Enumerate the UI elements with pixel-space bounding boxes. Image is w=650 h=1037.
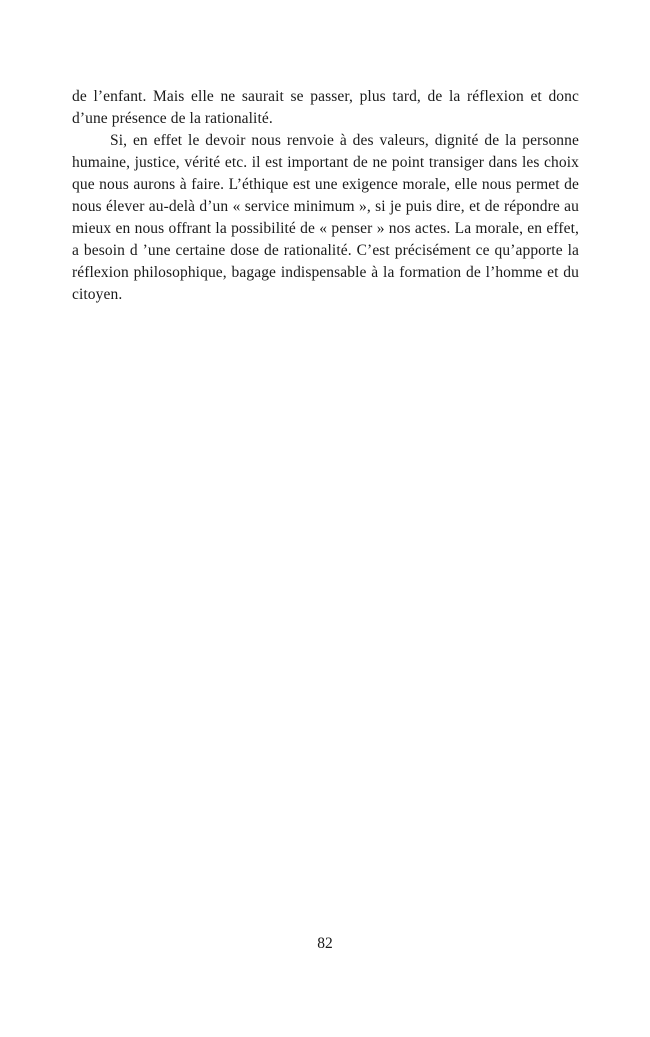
paragraph: Si, en effet le devoir nous renvoie à des valeurs, dignité de la personne humaine, justice, vérité etc. il est important de ne point transiger dans les choix que nous aurons à faire. L’éthique est une exigence morale, elle nous permet de nous élever au-delà d’un « service minimum », si je puis dire, et de répondre au mieux en nous offrant la possibilité de « penser » nos actes. La morale, en effet, a besoin d ’une certaine dose de rationalité. C’est précisément ce qu’apporte la réflexion philosophique, bagage indispensable à la formation de l’homme et du citoyen. — [72, 132, 579, 303]
body-text — [72, 86, 579, 306]
page-number: 82 — [317, 935, 333, 952]
paragraph-continuation: de l’enfant. Mais elle ne saurait se passer, plus tard, de la réflexion et donc d’une présence de la rationalité. — [72, 88, 579, 127]
